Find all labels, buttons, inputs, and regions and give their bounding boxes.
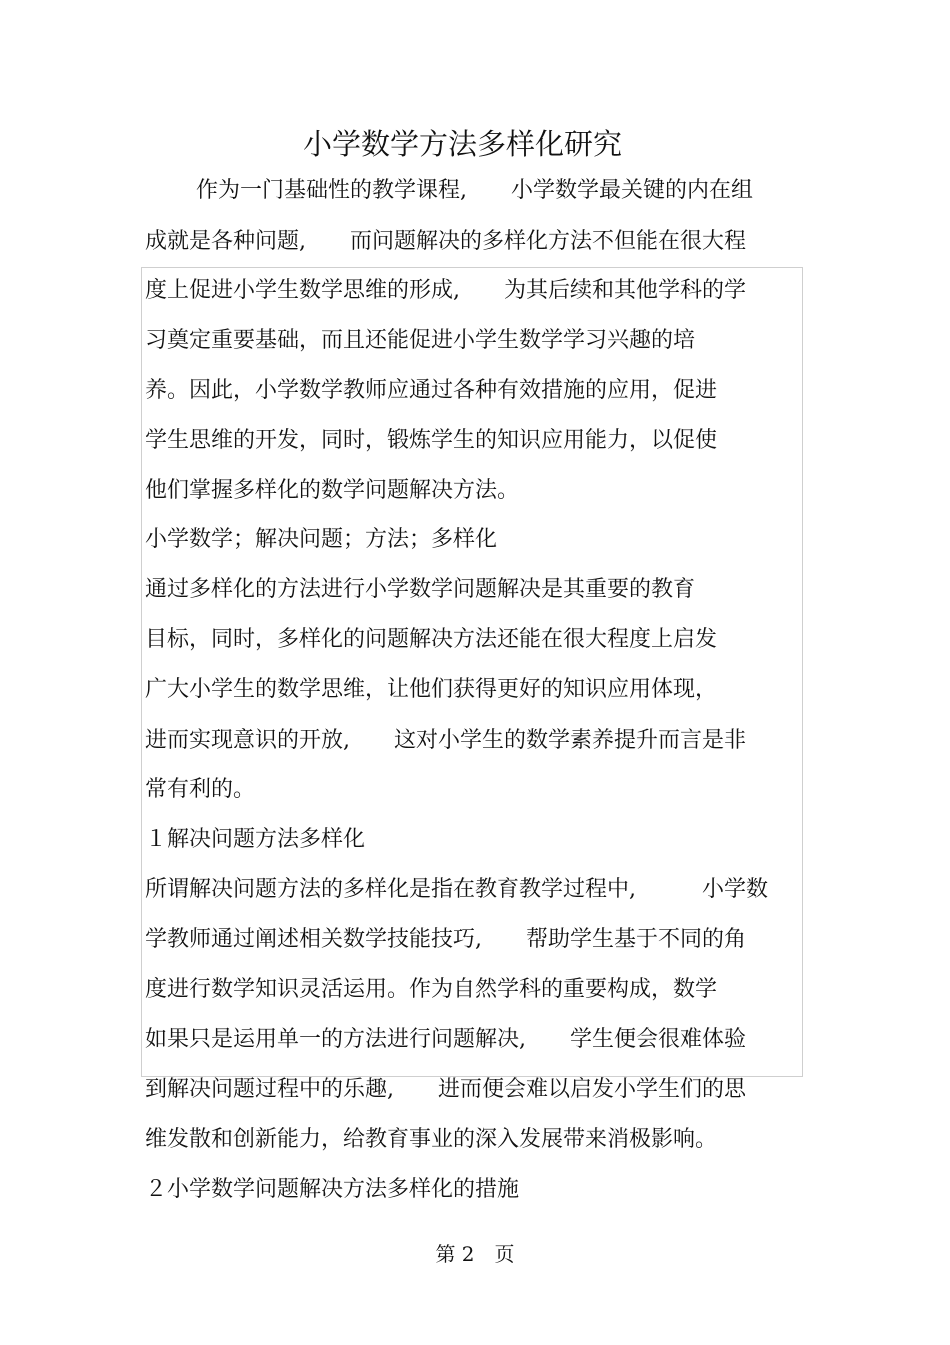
paragraph-line: 所谓解决问题方法的多样化是指在教育教学过程中, 小学数	[145, 877, 768, 902]
paragraph-line: 作为一门基础性的教学课程, 小学数学最关键的内在组	[196, 178, 753, 203]
paragraph-line: 学教师通过阐述相关数学技能技巧, 帮助学生基于不同的角	[145, 927, 746, 952]
paragraph-line: 目标，同时，多样化的问题解决方法还能在很大程度上启发	[145, 627, 718, 652]
page-number: 第 2 页	[435, 1242, 515, 1266]
paragraph-line: 到解决问题过程中的乐趣, 进而便会难以启发小学生们的思	[145, 1077, 746, 1102]
paragraph-line: 进而实现意识的开放, 这对小学生的数学素养提升而言是非	[145, 728, 746, 753]
paragraph-line: 常有利的。	[145, 777, 256, 802]
paragraph-line: 广大小学生的数学思维，让他们获得更好的知识应用体现，	[145, 677, 718, 702]
paragraph-line: 养。因此，小学数学教师应通过各种有效措施的应用，促进	[145, 378, 718, 403]
keywords-line: 小学数学；解决问题；方法；多样化	[145, 527, 498, 552]
paragraph-line: 他们掌握多样化的数学问题解决方法。	[145, 478, 520, 503]
paragraph-line: 度上促进小学生数学思维的形成, 为其后续和其他学科的学	[145, 278, 746, 303]
document-title: 小学数学方法多样化研究	[302, 127, 622, 161]
paragraph-line: 如果只是运用单一的方法进行问题解决, 学生便会很难体验	[145, 1027, 746, 1052]
section-heading: ２小学数学问题解决方法多样化的措施	[145, 1177, 520, 1202]
paragraph-line: 成就是各种问题, 而问题解决的多样化方法不但能在很大程	[145, 229, 746, 254]
paragraph-line: 维发散和创新能力，给教育事业的深入发展带来消极影响。	[145, 1127, 718, 1152]
section-heading: １解决问题方法多样化	[145, 827, 366, 852]
paragraph-line: 度进行数学知识灵活运用。作为自然学科的重要构成，数学	[145, 977, 718, 1002]
paragraph-line: 学生思维的开发，同时，锻炼学生的知识应用能力，以促使	[145, 428, 718, 453]
paragraph-line: 通过多样化的方法进行小学数学问题解决是其重要的教育	[145, 577, 696, 602]
paragraph-line: 习奠定重要基础，而且还能促进小学生数学学习兴趣的培	[145, 328, 696, 353]
